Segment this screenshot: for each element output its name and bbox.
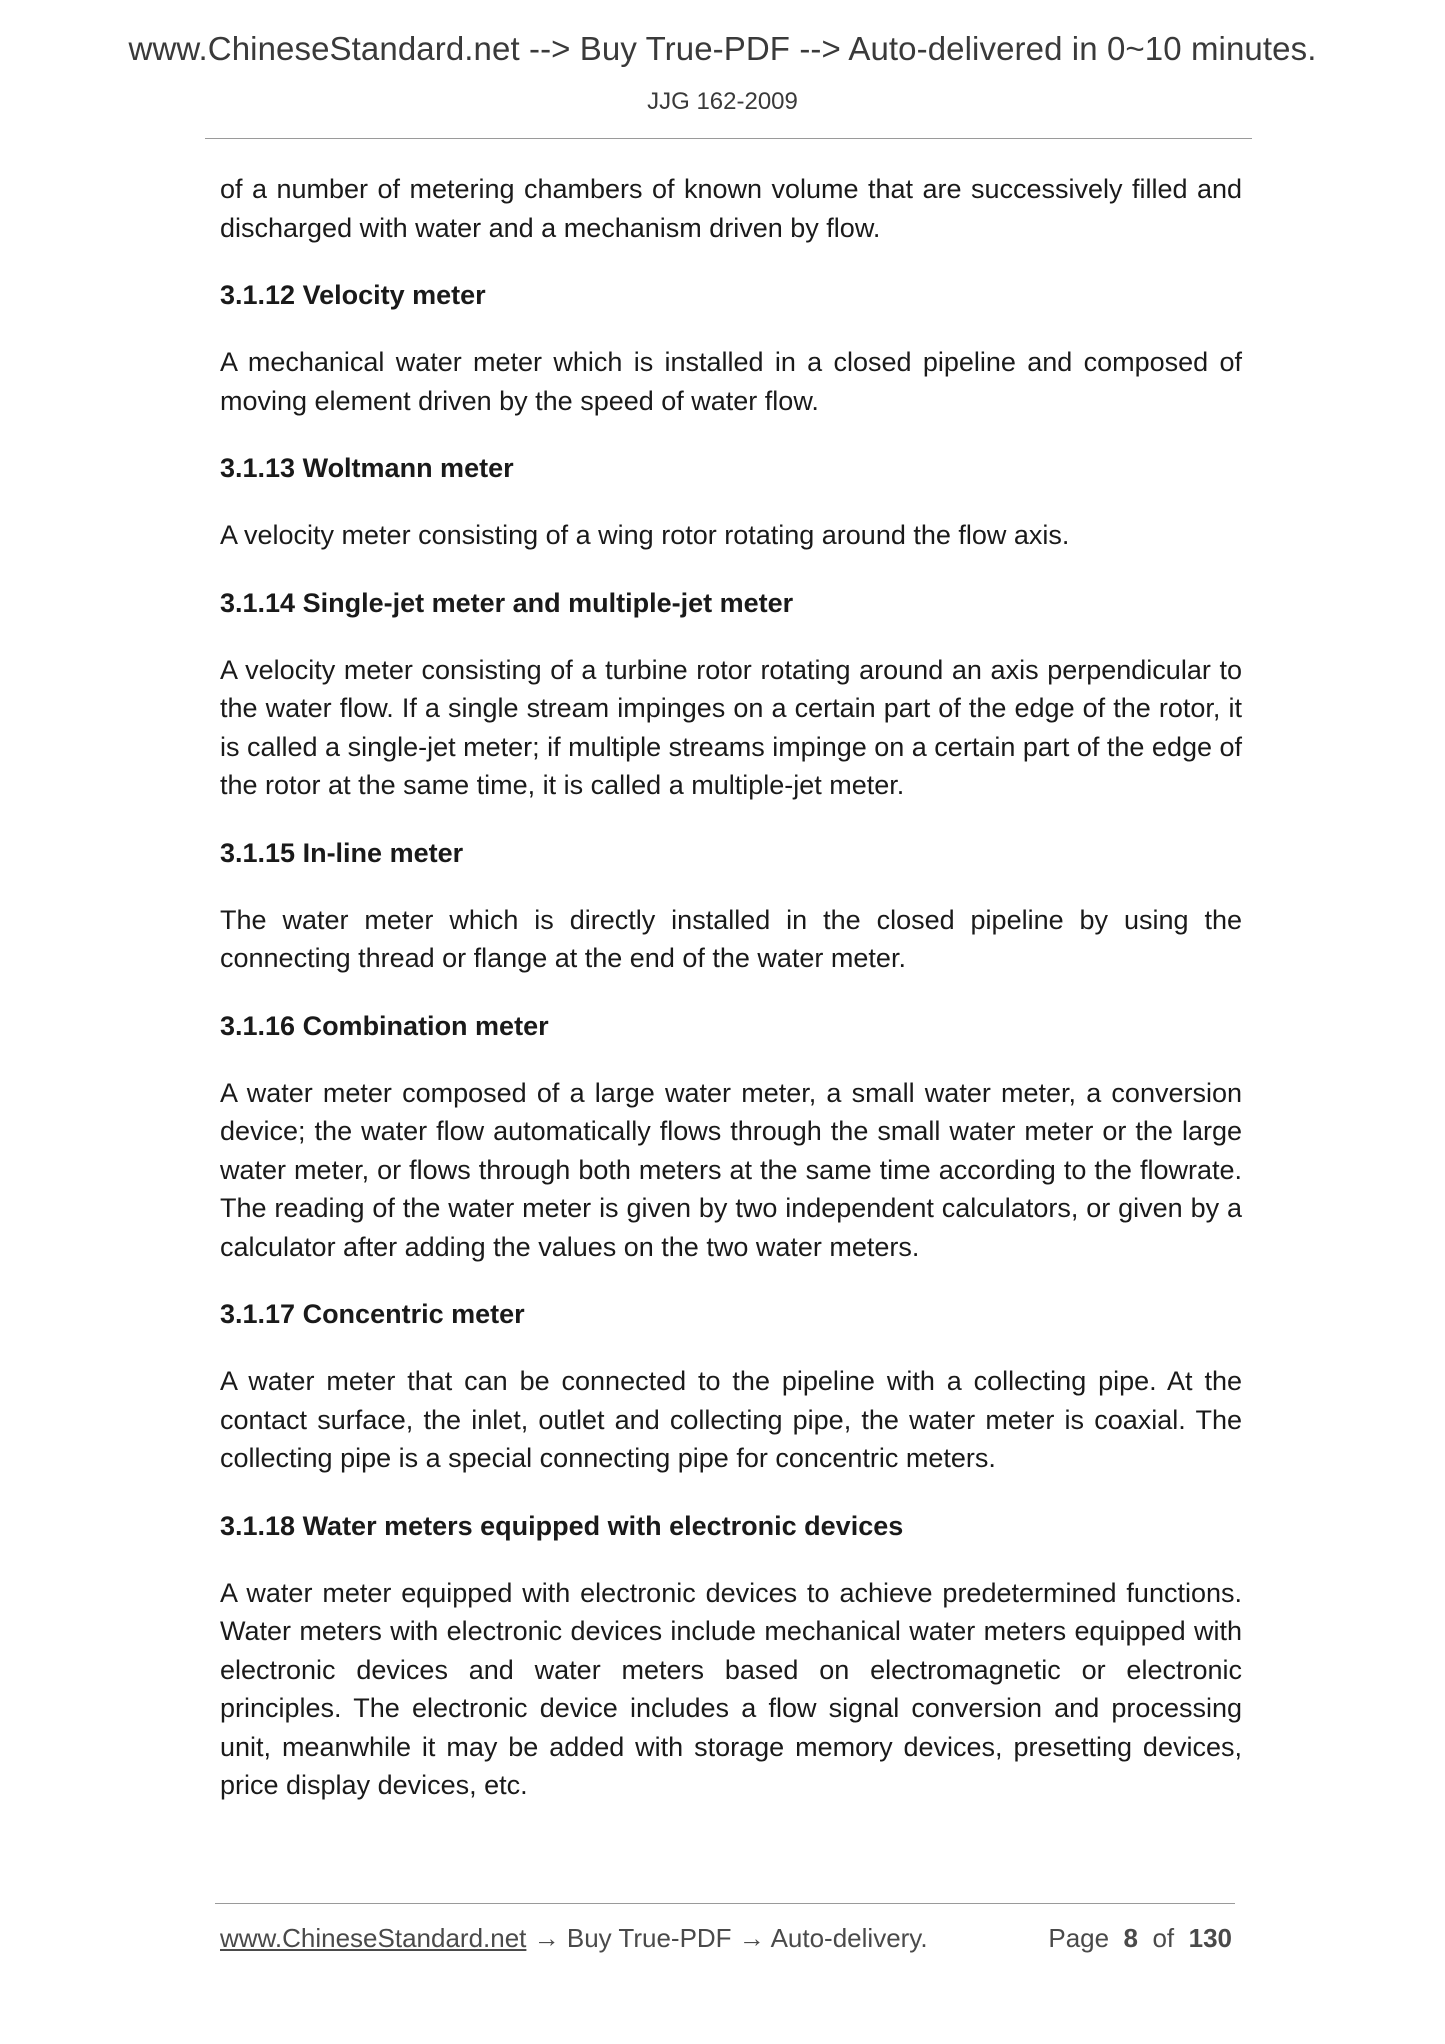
page-content [220,170,1242,1834]
page-indicator [1048,1923,1232,1954]
section-heading-3-1-13: 3.1.13 Woltmann meter [220,453,514,483]
paragraph-continued: of a number of metering chambers of known volume that are successively filled and discharged with water and a mechanism driven by flow. [220,174,1242,243]
paragraph-electronic-devices: A water meter equipped with electronic devices to achieve predetermined functions. Water meters with electronic devices include mechanical water meters equipped with electronic devices and water meters based on electromagnetic or electronic principles. The electronic device includes a flow signal conversion and processing unit, meanwhile it may be added with storage memory devices, presetting devices, price display devices, etc. [220,1577,1242,1800]
page-number: 8 [1123,1923,1139,1953]
paragraph-woltmann-meter: A velocity meter consisting of a wing rotor rotating around the flow axis. [220,520,1070,550]
section-heading-3-1-16: 3.1.16 Combination meter [220,1010,549,1041]
section-heading-3-1-17: 3.1.17 Concentric meter [220,1299,525,1329]
section-heading-3-1-12: 3.1.12 Velocity meter [220,280,486,310]
section-heading-3-1-15: 3.1.15 In-line meter [220,837,464,868]
paragraph-jet-meter: A velocity meter consisting of a turbine rotor rotating around an axis perpendicular to the water flow. If a single stream impinges on a certain part of the edge of the rotor, it is called a single-jet meter; if multiple streams impinge on a certain part of the edge of the rotor at the same time, it is called a multiple-jet meter. [220,654,1243,800]
footer-promo [220,1923,928,1954]
section-heading-3-1-14: 3.1.14 Single-jet meter and multiple-jet meter [220,587,794,618]
paragraph-in-line-meter: The water meter which is directly installed in the closed pipeline by using the connecting thread or flange at the end of the water meter. [220,904,1242,973]
paragraph-velocity-meter: A mechanical water meter which is installed in a closed pipeline and composed of moving element driven by the speed of water flow. [220,347,1242,416]
site-banner: www.ChineseStandard.net --> Buy True-PDF --> Auto-delivered in 0~10 minutes. [128,30,1317,67]
page-label: Page [1048,1923,1110,1953]
paragraph-concentric-meter: A water meter that can be connected to the pipeline with a collecting pipe. At the contact surface, the inlet, outlet and collecting pipe, the water meter is coaxial. The collecting pipe is a special connecting pipe for concentric meters. [220,1366,1242,1473]
of-label: of [1152,1923,1175,1953]
footer-site-link[interactable]: www.ChineseStandard.net [220,1923,527,1953]
paragraph-combination-meter: A water meter composed of a large water meter, a small water meter, a conversion device; the water flow automatically flows through the small water meter or the large water meter, or flows through both meters at the same time according to the flowrate. The reading of the water meter is given by two independent calculators, or given by a calculator after adding the values on the two water meters. [220,1077,1242,1262]
document-code: JJG 162-2009 [647,88,798,115]
footer-promo-text: → Buy True-PDF → Auto-delivery. [526,1923,928,1953]
footer-divider [215,1903,1235,1904]
page-total: 130 [1188,1923,1232,1953]
section-heading-3-1-18: 3.1.18 Water meters equipped with electronic devices [220,1510,904,1541]
header-divider [205,138,1252,139]
